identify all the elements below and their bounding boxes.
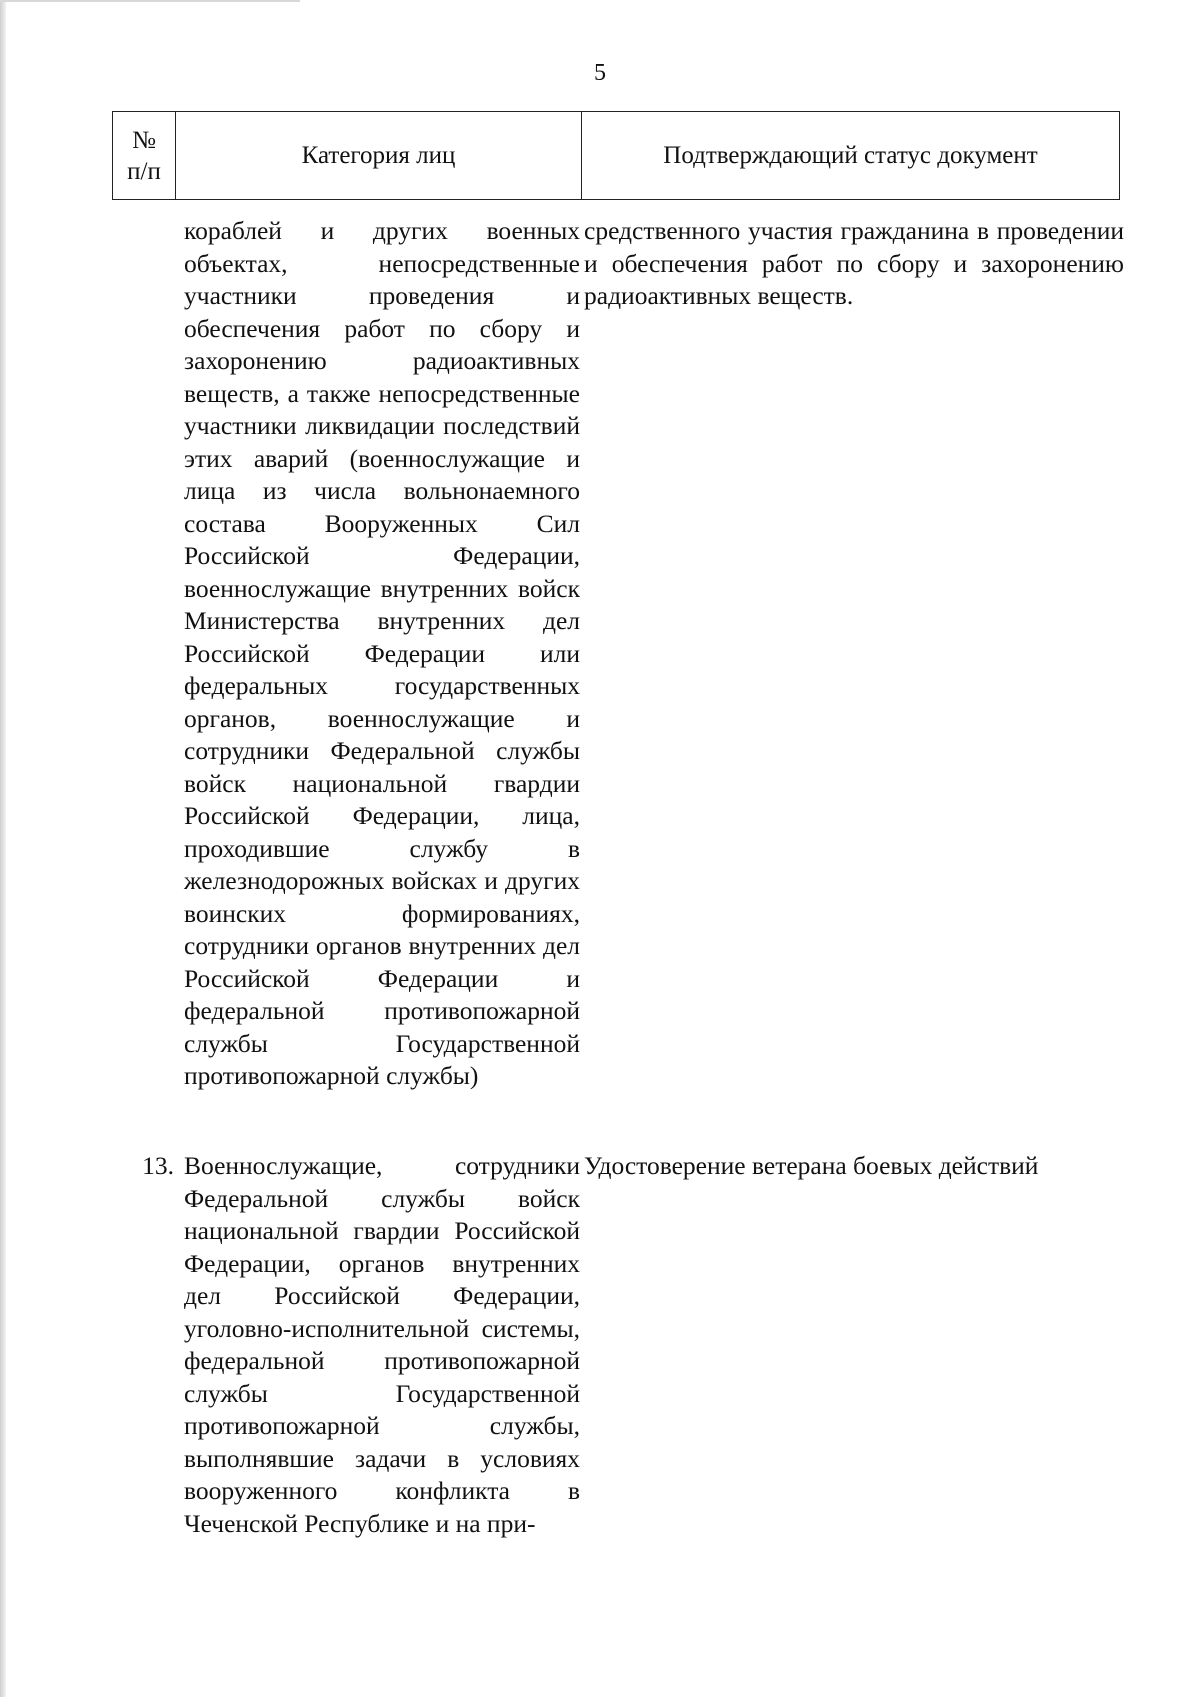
row-number: 13. — [142, 1151, 174, 1180]
header-num-label: № п/п — [127, 126, 161, 185]
row-document: Удостоверение ветерана боевых действий — [584, 1151, 1039, 1180]
header-category-column — [176, 112, 582, 200]
header-document-label: Подтверждающий статус документ — [663, 142, 1038, 169]
header-num-column — [113, 112, 176, 200]
scan-edge — [0, 0, 6, 1697]
header-document-column — [582, 112, 1120, 200]
row-category: Военнослужащие, сотрудники Федеральной службы войск национальной гвардии Российской Федерации, органов внутренних дел Российской Федерации, уголовно-исполнительной системы, федеральной противопожарной службы Государственной противопожарной службы, выполнявшие задачи в условиях вооруженного конфликта в Чеченской Республике и на при- — [184, 1151, 580, 1538]
page-number: 5 — [594, 60, 606, 86]
scan-top-mark — [0, 0, 300, 2]
table-header-row — [113, 112, 1120, 200]
row-document: средственного участия гражданина в проведении и обеспечения работ по сбору и захоронению радиоактивных веществ. — [584, 216, 1124, 310]
table-header — [112, 111, 1120, 200]
header-category-label: Категория лиц — [301, 142, 456, 169]
row-category: кораблей и других военных объектах, непосредственные участники проведения и обеспечения работ по сбору и захоронению радиоактивных веществ, а также непосредственные участники ликвидации последствий этих аварий (военнослужащие и лица из числа вольнонаемного состава Вооруженных Сил Российской Федерации, военнослужащие внутренних войск Министерства внутренних дел Российской Федерации или федеральных государственных органов, военнослужащие и сотрудники Федеральной службы войск национальной гвардии Российской Федерации, лица, проходившие службу в железнодорожных войсках и других воинских формированиях, сотрудники органов внутренних дел Российской Федерации и федеральной противопожарной службы Государственной противопожарной службы) — [184, 216, 580, 1090]
